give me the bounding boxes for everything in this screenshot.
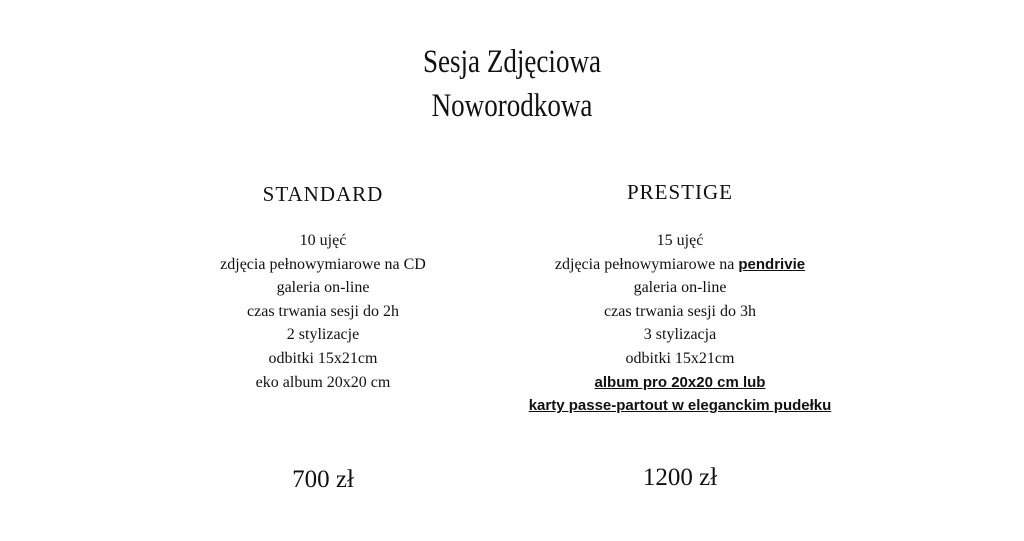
package-name: STANDARD (262, 182, 384, 206)
page-title-line-2: Noworodkowa (431, 88, 593, 124)
feature-item: odbitki 15x21cm (625, 349, 735, 367)
feature-item: galeria on-line (276, 279, 370, 297)
feature-highlight: pendrivie (738, 255, 806, 273)
feature-item: zdjęcia pełnowymiarowe na CD (220, 255, 426, 273)
feature-item: galeria on-line (633, 279, 727, 297)
package-price: 1200 zł (642, 464, 718, 491)
feature-item: czas trwania sesji do 2h (247, 302, 399, 320)
feature-item: 3 stylizacja (643, 326, 717, 344)
feature-text: zdjęcia pełnowymiarowe na (554, 255, 739, 273)
feature-item (470, 253, 890, 277)
feature-item: czas trwania sesji do 3h (604, 302, 756, 320)
page-title-line-1: Sesja Zdjęciowa (422, 44, 602, 80)
feature-item: odbitki 15x21cm (268, 349, 378, 367)
package-name: PRESTIGE (626, 180, 733, 204)
feature-item (470, 371, 890, 395)
feature-item: 15 ujęć (656, 232, 704, 249)
feature-item: 2 stylizacje (286, 326, 360, 344)
feature-item: eko album 20x20 cm (255, 373, 391, 391)
feature-highlight: karty passe-partout w eleganckim pudełku (528, 397, 832, 415)
feature-list (470, 229, 890, 418)
package-price: 700 zł (292, 466, 354, 493)
feature-item: 10 ujęć (299, 232, 347, 249)
feature-item (470, 394, 890, 418)
feature-highlight: album pro 20x20 cm lub (594, 373, 766, 391)
